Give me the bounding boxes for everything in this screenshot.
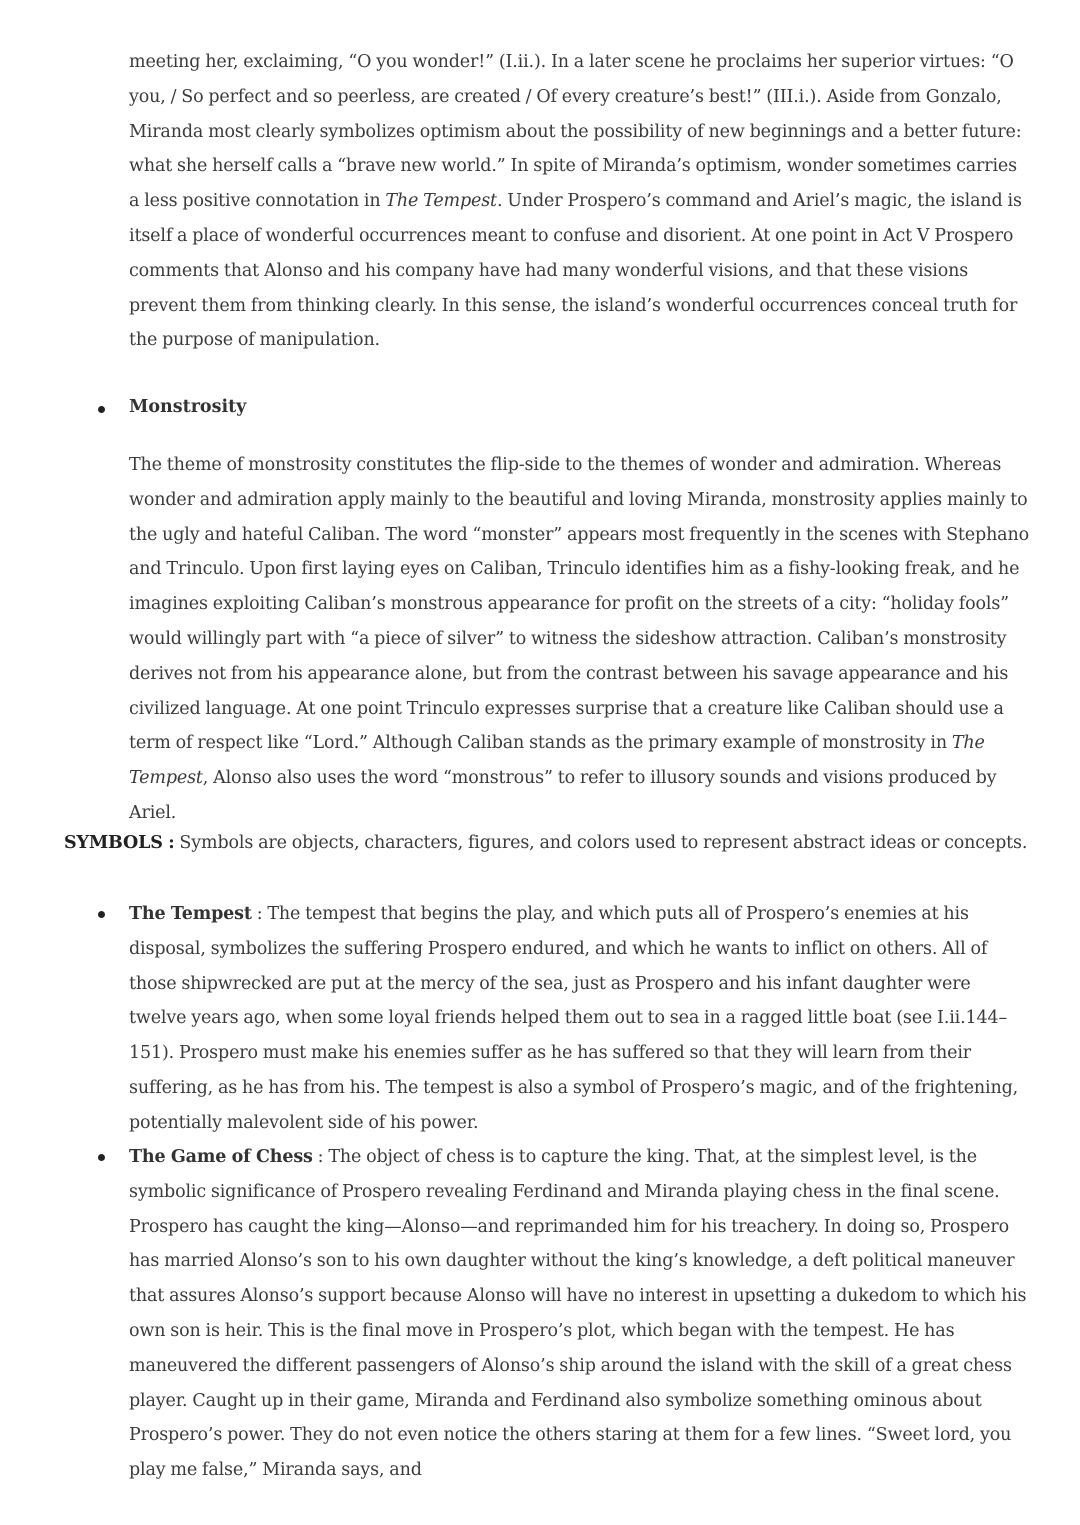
play-title: The Tempest	[129, 733, 985, 789]
play-title: The Tempest	[385, 191, 497, 212]
symbol-term: The Game of Chess	[129, 1147, 313, 1167]
bullet-icon	[98, 1154, 105, 1161]
monstrosity-text-part-2: , Alonso also uses the word “monstrous” to refer to illusory sounds and visions produced by Ariel.	[129, 768, 997, 823]
symbols-definition: Symbols are objects, characters, figures, and colors used to represent abstract ideas or concepts.	[174, 833, 1028, 853]
monstrosity-text-part-1: The theme of monstrosity constitutes the flip-side to the themes of wonder and admiration. Whereas wonder and admiration apply mainly to the beautiful and loving Miranda, monstrosity applies mainly to the ugly and hateful Caliban. The word “monster” appears most frequently in the scenes with Stephano and Trinculo. Upon first laying eyes on Caliban, Trinculo identifies him as a fishy-looking freak, and he imagines exploiting Caliban’s monstrous appearance for profit on the streets of a city: “holiday fools” would willingly part with “a piece of silver” to witness the sideshow attraction. Caliban’s monstrosity derives not from his appearance alone, but from the contrast between his savage appearance and his civilized language. At one point Trinculo expresses surprise that a creature like Caliban should use a term of respect like “Lord.” Although Caliban stands as the primary example of monstrosity in	[129, 455, 1029, 754]
symbols-label: SYMBOLS :	[64, 833, 175, 853]
symbol-term: The Tempest	[129, 904, 252, 924]
monstrosity-heading: Monstrosity	[129, 397, 247, 417]
symbols-section-intro	[64, 833, 1027, 853]
bullet-icon	[98, 406, 105, 413]
wonder-paragraph	[129, 45, 1029, 358]
wonder-text-part-2: . Under Prospero’s command and Ariel’s magic, the island is itself a place of wonderful occurrences meant to confuse and disorient. At one point in Act V Prospero comments that Alonso and his company have had many wonderful visions, and that these visions prevent them from thinking clearly. In this sense, the island’s wonderful occurrences conceal truth for the purpose of manipulation.	[129, 191, 1022, 351]
symbol-item-tempest	[129, 897, 1029, 1141]
bullet-icon	[98, 911, 105, 918]
symbol-separator: :	[251, 904, 268, 924]
wonder-text-part-1: meeting her, exclaiming, “O you wonder!” (I.ii.). In a later scene he proclaims her superior virtues: “O you, / So perfect and so peerless, are created / Of every creature’s best!” (III.i.). Aside from Gonzalo, Miranda most clearly symbolizes optimism about the possibility of new beginnings and a better future: what she herself calls a “brave new world.” In spite of Miranda’s optimism, wonder sometimes carries a less positive connotation in	[129, 52, 1022, 212]
monstrosity-paragraph	[129, 448, 1029, 831]
symbol-description: The object of chess is to capture the king. That, at the simplest level, is the symbolic significance of Prospero revealing Ferdinand and Miranda playing chess in the final scene. Prospero has caught the king—Alonso—and reprimanded him for his treachery. In doing so, Prospero has married Alonso’s son to his own daughter without the king’s knowledge, a deft political maneuver that assures Alonso’s support because Alonso will have no interest in upsetting a dukedom to which his own son is heir. This is the final move in Prospero’s plot, which began with the tempest. He has maneuvered the different passengers of Alonso’s ship around the island with the skill of a great chess player. Caught up in their game, Miranda and Ferdinand also symbolize something ominous about Prospero’s power. They do not even notice the others staring at them for a few lines. “Sweet lord, you play me false,” Miranda says, and	[129, 1147, 1027, 1481]
symbol-item-chess	[129, 1140, 1029, 1488]
symbol-separator: :	[312, 1147, 329, 1167]
symbol-description: The tempest that begins the play, and which puts all of Prospero’s enemies at his disposal, symbolizes the suffering Prospero endured, and which he wants to inflict on others. All of those shipwrecked are put at the mercy of the sea, just as Prospero and his infant daughter were twelve years ago, when some loyal friends helped them out to sea in a ragged little boat (see I.ii.144–151). Prospero must make his enemies suffer as he has suffered so that they will learn from their suffering, as he has from his. The tempest is also a symbol of Prospero’s magic, and of the frightening, potentially malevolent side of his power.	[129, 904, 1019, 1133]
